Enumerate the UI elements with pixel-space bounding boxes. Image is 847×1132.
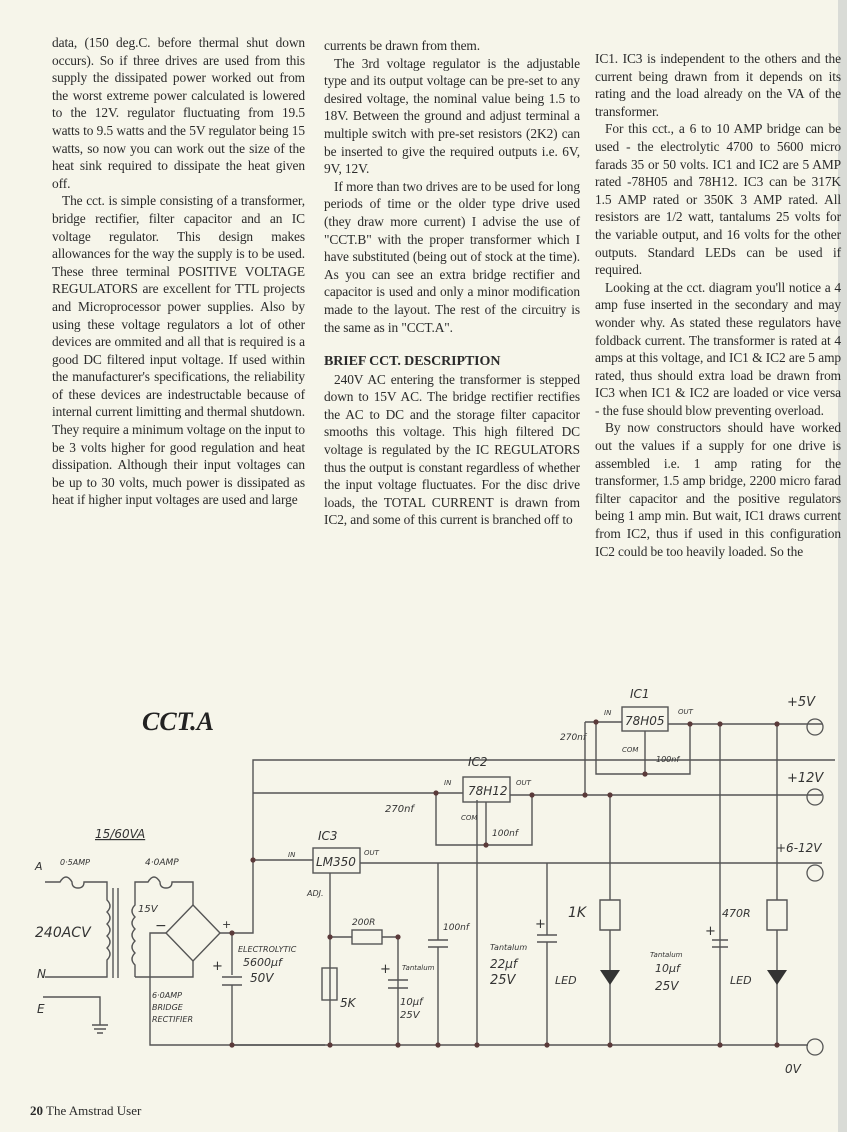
ic1-cin: 270nf bbox=[560, 733, 587, 743]
ic3-adj: ADJ. bbox=[307, 889, 324, 898]
terminal-adj bbox=[807, 865, 823, 881]
terminal-12v bbox=[807, 789, 823, 805]
text-column-1 bbox=[52, 34, 305, 509]
ic2-cin: 270nf bbox=[385, 804, 414, 815]
tant22-value: 22µf bbox=[490, 957, 518, 971]
ic1-out: OUT bbox=[678, 708, 693, 716]
tant22-type: Tantalum bbox=[490, 943, 528, 952]
bridge-wires bbox=[135, 933, 325, 1045]
text-column-3 bbox=[595, 50, 847, 560]
tant10-plus: + bbox=[380, 962, 391, 977]
paragraph: 240V AC entering the transformer is stepped down to 15V AC. The bridge rectifier rectifies the AC to DC and the storage filter capacitor smooths this voltage. This high filtered DC voltage is regulated by the IC REGULATORS thus the output is constant regardless of whether the input voltage fluctuates. For the disc drive loads, the TOTAL CURRENT is drawn from IC2, and some of this current is branched off to bbox=[324, 371, 580, 528]
bridge-label-line: RECTIFIER bbox=[152, 1015, 194, 1024]
r200-resistor bbox=[352, 930, 382, 944]
paragraph: The 3rd voltage regulator is the adjustable type and its output voltage can be pre-set to any desired voltage, the nominal value being 1.5 to 18V. Between the ground and adjust terminal a multiple switch with pre-set resistors (2K2) can be inserted to give the required outputs i.e. 6V, 9V, 12V. bbox=[324, 55, 580, 177]
main-cap-value: 5600µf bbox=[243, 956, 282, 969]
ic2-name: IC2 bbox=[468, 755, 488, 769]
earth-symbol bbox=[43, 997, 108, 1033]
paragraph: For this cct., a 6 to 10 AMP bridge can be used - the electrolytic 4700 to 5600 micro farads 35 or 50 volts. IC1 and IC2 are 5 AMP rated -78H05 and 78H12. IC3 can be 317K 1.5 AMP rated or 350K 3 AMP rated. All resistors are 1/2 watt, tantalums 25 volts for the variable output, and 16 volts for the other outputs. Standard LEDs can be used if required. bbox=[595, 121, 841, 278]
input-live-label: A bbox=[35, 860, 43, 873]
primary-fuse-label: 0·5AMP bbox=[60, 858, 90, 867]
ic1-com: COM bbox=[622, 746, 639, 754]
circuit-diagram bbox=[0, 680, 847, 1100]
ic3-part: LM350 bbox=[316, 855, 356, 869]
text-column-2 bbox=[324, 37, 580, 529]
ic2-out: OUT bbox=[516, 779, 531, 787]
terminal-gnd bbox=[807, 1039, 823, 1055]
ic1-part: 78H05 bbox=[625, 714, 665, 728]
main-cap-plus: + bbox=[212, 959, 223, 974]
section-heading: BRIEF CCT. DESCRIPTION bbox=[324, 354, 501, 370]
cap100-label: 100nf bbox=[443, 923, 470, 933]
led2-symbol bbox=[767, 970, 787, 985]
paragraph: Looking at the cct. diagram you'll notice a 4 amp fuse inserted in the secondary and may wonder why. As stated these regulators have foldback current. The transformer is rated at 4 amps at this voltage, and IC1 & IC2 are 5 amp rated, thus should extra load be drawn from IC3 when IC1 & IC2 are loaded or vice versa - the fuse should blow preventing overload. bbox=[595, 279, 841, 418]
tant10-value: 10µf bbox=[400, 997, 423, 1008]
r470-label: 470R bbox=[722, 907, 751, 920]
ic3-in: IN bbox=[288, 851, 296, 859]
ic1-cout: 100nf bbox=[656, 755, 680, 764]
secondary-voltage-label: 15V bbox=[138, 904, 158, 915]
ic2-wires bbox=[253, 793, 822, 845]
r200-label: 200R bbox=[352, 918, 376, 928]
output-adj: +6-12V bbox=[776, 841, 822, 855]
tant10b-type: Tantalum bbox=[650, 951, 683, 959]
terminal-5v bbox=[807, 719, 823, 735]
paragraph: By now constructors should have worked out the values if a supply for one drive is assembled i.e. 1 amp rating for the transformer, 1.5 amp bridge, 2200 micro farad filter capacitor and the positive regulators being 1 amp min. But wait, IC1 draws current from IC2, thus if used in this configuration IC2 could be too heavily loaded. So the bbox=[595, 420, 841, 559]
bridge-label-line: 6·0AMP bbox=[152, 991, 182, 1000]
ic1-name: IC1 bbox=[630, 687, 650, 701]
paragraph: The cct. is simple consisting of a transformer, bridge rectifier, filter capacitor and an IC voltage regulator. This design makes allowances for the way the supply is to be used. These three terminal POSITIVE VOLTAGE REGULATORS are excellent for TTL projects and Microprocessor power supplies. Also by using these voltage regulators a lot of other devices are ommited and all that is required is a good DC filtered input voltage. If used within the manufacturer's specifications, the reliability of these devices are indestructable because of internal current limitting and thermal shutdown. They require a minimum voltage on the input to be 3 volts higher for good regulation and heat dissipation. Although their input voltages can be up to 30 volts, much power is dissipated as heat if higher input voltages are used and large bbox=[52, 193, 305, 508]
bridge-minus: − bbox=[155, 918, 167, 934]
tant22-plus: + bbox=[535, 917, 546, 932]
r1k-label: 1K bbox=[568, 905, 587, 921]
output-12v: +12V bbox=[787, 771, 824, 786]
tant10b-voltage: 25V bbox=[655, 979, 679, 993]
output-gnd: 0V bbox=[785, 1062, 801, 1076]
ic3-name: IC3 bbox=[318, 829, 338, 843]
ic1-in: IN bbox=[604, 709, 612, 717]
led2-label: LED bbox=[730, 974, 752, 987]
input-neutral-label: N bbox=[37, 967, 46, 981]
secondary-fuse-label: 4·0AMP bbox=[145, 858, 179, 868]
junction-dots bbox=[229, 719, 779, 1047]
page-number: 20 bbox=[30, 1103, 43, 1118]
paragraph: data, (150 deg.C. before thermal shut down occurs). So if three drives are used from this supply the dissipated power worked out from the worst extreme power calculated is lowered to the 12V. regulator fluctuating from 19.5 watts to 9.5 watts and the 5V regulator being 15 watts, so now you can work out the size of the heat sink required to dissipate the heat given off. bbox=[52, 35, 305, 191]
ic3-out: OUT bbox=[364, 849, 379, 857]
tant10-type: Tantalum bbox=[402, 964, 435, 972]
tant10b-value: 10µf bbox=[655, 962, 680, 975]
r200-wires bbox=[330, 937, 398, 1045]
input-earth-label: E bbox=[37, 1002, 45, 1016]
tant10-voltage: 25V bbox=[400, 1010, 420, 1021]
ic2-cout: 100nf bbox=[492, 829, 519, 839]
main-cap-type: ELECTROLYTIC bbox=[238, 945, 297, 954]
led1-label: LED bbox=[555, 974, 577, 987]
paragraph: IC1. IC3 is independent to the others and the current being drawn from it depends on its rating and the load already on the VA of the transformer. bbox=[595, 51, 841, 119]
diagram-title: CCT.A bbox=[142, 707, 215, 736]
tant10b-plus: + bbox=[705, 924, 716, 939]
page-footer bbox=[30, 1103, 141, 1119]
ic2-com: COM bbox=[461, 814, 478, 822]
ic2-part: 78H12 bbox=[468, 784, 508, 798]
led1-symbol bbox=[600, 970, 620, 985]
primary-voltage-label: 240ACV bbox=[35, 925, 91, 941]
tant22-voltage: 25V bbox=[490, 973, 516, 988]
cap100 bbox=[428, 863, 448, 1045]
paragraph: If more than two drives are to be used for long periods of time or the older type drive used (they draw more current) I advise the use of "CCT.B" with the proper transformer which I have substituted (being out of stock at the time). As you can see an extra bridge rectifier and capacitor is used and only a minor modification made to the layout. The rest of the circuitry is the same as in "CCT.A". bbox=[324, 178, 580, 335]
bridge-label-line: BRIDGE bbox=[152, 1003, 183, 1012]
branch-470r bbox=[767, 724, 787, 1045]
ic3-wires bbox=[253, 860, 822, 1045]
bridge-rectifier bbox=[166, 905, 220, 961]
main-cap-voltage: 50V bbox=[250, 971, 274, 985]
output-5v: +5V bbox=[787, 695, 816, 710]
transformer-rating: 15/60VA bbox=[95, 827, 146, 841]
branch-1k bbox=[600, 724, 720, 1045]
paragraph: currents be drawn from them. bbox=[324, 38, 480, 53]
pot-5k-label: 5K bbox=[340, 996, 356, 1010]
ic2-in: IN bbox=[444, 779, 452, 787]
publication-name: The Amstrad User bbox=[46, 1103, 142, 1118]
bridge-plus: + bbox=[222, 918, 232, 931]
